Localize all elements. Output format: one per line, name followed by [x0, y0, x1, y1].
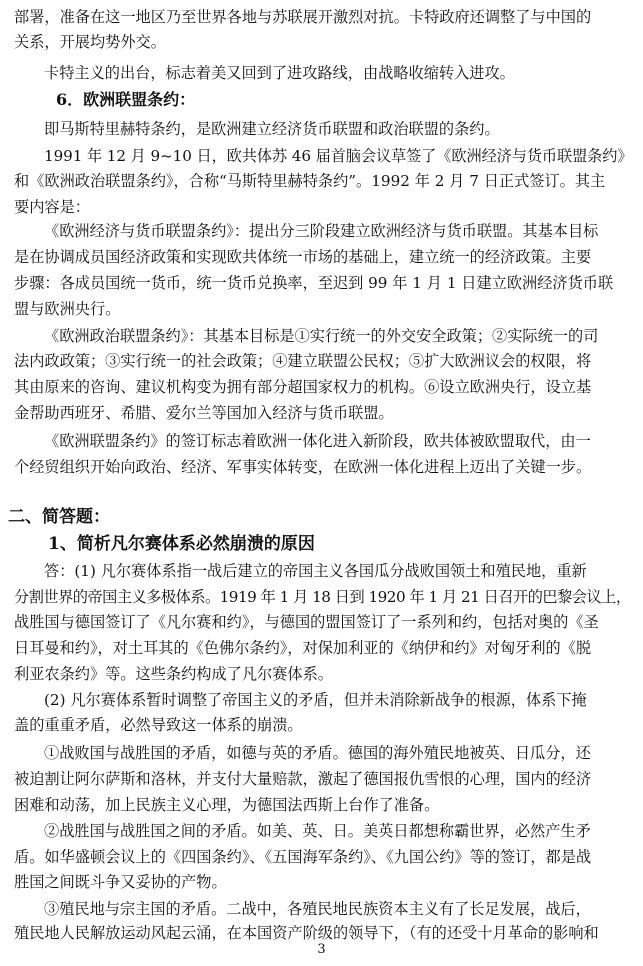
page-number: 3 — [317, 942, 326, 957]
text-line: ②战胜国与战胜国之间的矛盾。如美、英、日。美英日都想称霸世界，必然产生矛 — [44, 822, 591, 840]
text-line: 利亚农条约》等。这些条约构成了凡尔赛体系。 — [14, 665, 333, 683]
text-line: 日耳曼和约》，对土耳其的《色佛尔条约》，对保加利亚的《纳伊和约》对匈牙利的《脱 — [14, 639, 592, 657]
question-heading: 1、简析凡尔赛体系必然崩溃的原因 — [48, 534, 315, 554]
text-line: 金帮助西班牙、希腊、爱尔兰等国加入经济与货币联盟。 — [14, 404, 394, 422]
text-line: 分割世界的帝国主义多极体系。1919 年 1 月 18 日到 1920 年 1 月 21 日召开的巴黎会议上， — [14, 588, 631, 606]
text-line: 即马斯特里赫特条约，是欧洲建立经济货币联盟和政治联盟的条约。 — [44, 120, 500, 138]
text-line: ①战败国与战胜国的矛盾，如德与英的矛盾。德国的海外殖民地被英、日瓜分，还 — [44, 744, 591, 762]
text-line: ③殖民地与宗主国的矛盾。二战中，各殖民地民族资本主义有了长足发展，战后， — [44, 900, 591, 918]
text-line: 战胜国与德国签订了《凡尔赛和约》，与德国的盟国签订了一系列和约，包括对奥的《圣 — [14, 613, 599, 631]
text-line: (2) 凡尔赛体系暂时调整了帝国主义的矛盾，但并未消除新战争的根源，体系下掩 — [44, 691, 587, 709]
text-line: 部署，准备在这一地区乃至世界各地与苏联展开激烈对抗。卡特政府还调整了与中国的 — [14, 8, 592, 26]
text-line: 卡特主义的出台，标志着美又回到了进攻路线，由战略收缩转入进攻。 — [44, 64, 515, 82]
text-line: 盖的重重矛盾，必然导致这一体系的崩溃。 — [14, 716, 303, 734]
text-line: 盟与欧洲央行。 — [14, 300, 121, 318]
text-line: 《欧洲经济与货币联盟条约》：提出分三阶段建立欧洲经济与货币联盟。其基本目标 — [44, 222, 599, 240]
section-heading-short-answer: 二、简答题： — [8, 507, 110, 527]
text-line: 其由原来的咨询、建议机构变为拥有部分超国家权力的机构。⑥设立欧洲央行，设立基 — [14, 378, 592, 396]
text-line: 胜国之间既斗争又妥协的产物。 — [14, 873, 227, 891]
text-line: 殖民地人民解放运动风起云涌，在本国资产阶级的领导下，（有的还受十月革命的影响和 — [14, 924, 599, 942]
text-line: 关系，开展均势外交。 — [14, 33, 166, 51]
text-line: 被迫割让阿尔萨斯和洛林，并支付大量赔款，激起了德国报仇雪恨的心理，国内的经济 — [14, 770, 592, 788]
text-line: 要内容是： — [14, 198, 90, 216]
text-line: 《欧洲联盟条约》的签订标志着欧洲一体化进入新阶段，欧共体被欧盟取代，由一 — [44, 432, 591, 450]
text-line: 是在协调成员国经济政策和实现欧共体统一市场的基础上，建立统一的经济政策。主要 — [14, 248, 592, 266]
text-line: 个经贸组织开始向政治、经济、军事实体转变，在欧洲一体化进程上迈出了关键一步。 — [14, 458, 592, 476]
text-line: 步骤：各成员国统一货币，统一货币兑换率，至迟到 99 年 1 月 1 日建立欧洲经济货币联 — [14, 274, 614, 292]
text-line: 和《欧洲政治联盟条约》，合称“马斯特里赫特条约”。1992 年 2 月 7 日正式签订。其主 — [14, 172, 606, 190]
text-line: 盾。如华盛顿会议上的《四国条约》、《五国海军条约》、《九国公约》等的签订，都是战 — [14, 848, 592, 866]
text-line: 1991 年 12 月 9~10 日，欧共体苏 46 届首脑会议草签了《欧洲经济与货币联盟条约》 — [44, 147, 633, 165]
text-line: 法内政政策；③实行统一的社会政策；④建立联盟公民权；⑤扩大欧洲议会的权限，将 — [14, 352, 592, 370]
section-heading: 6．欧洲联盟条约： — [56, 90, 196, 109]
text-line: 答：(1) 凡尔赛体系指一战后建立的帝国主义各国瓜分战败国领土和殖民地，重新 — [44, 562, 587, 580]
text-line: 《欧洲政治联盟条约》：其基本目标是①实行统一的外交安全政策；②实际统一的司 — [44, 327, 599, 345]
text-line: 困难和动荡，加上民族主义心理，为德国法西斯上台作了准备。 — [14, 796, 440, 814]
